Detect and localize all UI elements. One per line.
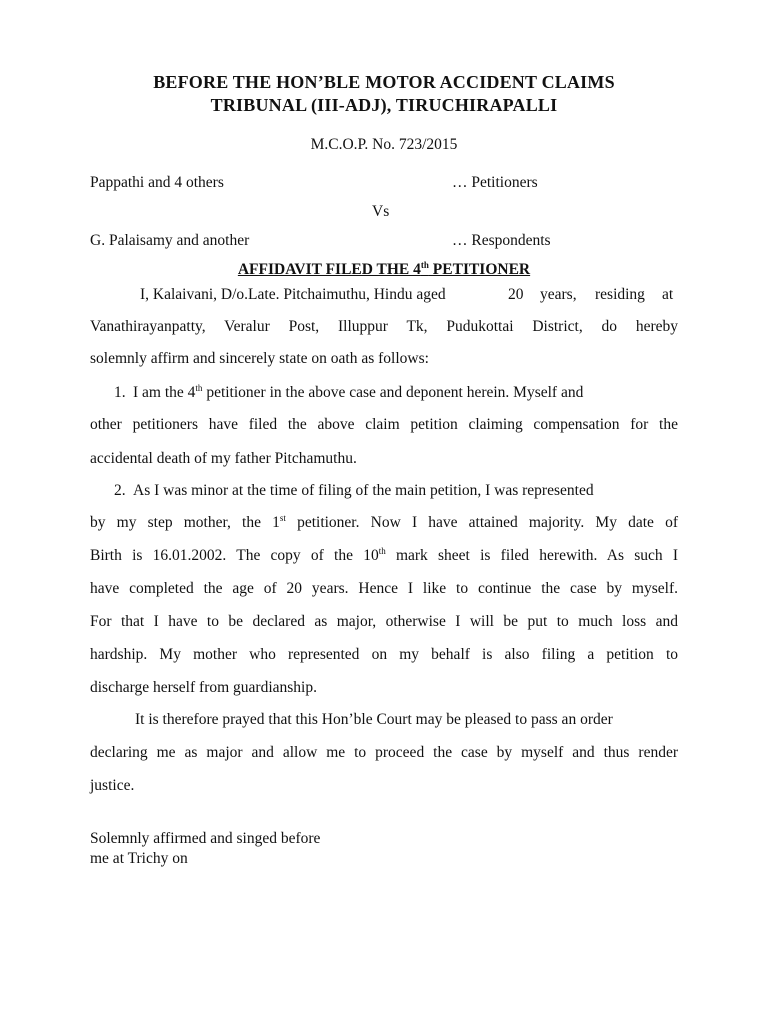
intro-line-1c: years, bbox=[540, 286, 577, 303]
para1-line-3: accidental death of my father Pitchamuthu. bbox=[90, 450, 357, 467]
respondent-name: G. Palaisamy and another bbox=[90, 232, 250, 249]
intro-line-1b: 20 bbox=[508, 286, 524, 303]
para2-number: 2. bbox=[114, 482, 126, 499]
para1-line-1b: petitioner in the above case and deponent herein. Myself and bbox=[202, 384, 584, 401]
prayer-line-3: justice. bbox=[90, 777, 135, 794]
intro-line-1e: at bbox=[662, 286, 674, 303]
prayer-line-1: It is therefore prayed that this Hon’ble Court may be pleased to pass an order bbox=[135, 711, 613, 728]
intro-line-1d: residing bbox=[595, 286, 645, 303]
para2-line-3a: Birth is 16.01.2002. The copy of the 10 bbox=[90, 547, 379, 564]
para2-line-5: For that I have to be declared as major, otherwise I will be put to much loss and bbox=[90, 613, 678, 630]
prayer-line-2: declaring me as major and allow me to proceed the case by myself and thus render bbox=[90, 744, 678, 761]
para2-line-1: As I was minor at the time of filing of the main petition, I was represented bbox=[133, 482, 594, 499]
para1-line-2: other petitioners have filed the above claim petition claiming compensation for the bbox=[90, 416, 678, 433]
para2-line-4: have completed the age of 20 years. Hence I like to continue the case by myself. bbox=[90, 580, 678, 597]
para1-number: 1. bbox=[114, 384, 126, 401]
intro-line-2: Vanathirayanpatty, Veralur Post, Illuppur Tk, Pudukottai District, do hereby bbox=[90, 318, 678, 335]
para2-line-3b: mark sheet is filed herewith. As such I bbox=[385, 547, 679, 564]
case-number: M.C.O.P. No. 723/2015 bbox=[310, 136, 458, 153]
para2-line-7: discharge herself from guardianship. bbox=[90, 679, 317, 696]
petitioner-name: Pappathi and 4 others bbox=[90, 174, 224, 191]
para1-line-1 bbox=[133, 384, 583, 402]
para2-line-2b: petitioner. Now I have attained majority. My date of bbox=[285, 514, 678, 531]
para2-sup-2: th bbox=[378, 545, 386, 556]
title-line-2: TRIBUNAL (III-ADJ), TIRUCHIRAPALLI bbox=[210, 95, 558, 115]
para1-sup: th bbox=[195, 382, 203, 393]
para2-line-2a: by my step mother, the 1 bbox=[90, 514, 280, 531]
versus: Vs bbox=[372, 203, 390, 220]
para2-line-3 bbox=[90, 547, 678, 565]
petitioner-role: … Petitioners bbox=[452, 174, 538, 191]
closing-line-2: me at Trichy on bbox=[90, 850, 188, 867]
title-line-1: BEFORE THE HON’BLE MOTOR ACCIDENT CLAIMS bbox=[153, 72, 615, 92]
respondent-role: … Respondents bbox=[452, 232, 551, 249]
heading-text: AFFIDAVIT FILED THE 4 bbox=[237, 261, 421, 278]
para1-line-1a: I am the 4 bbox=[133, 384, 196, 401]
closing-line-1: Solemnly affirmed and singed before bbox=[90, 830, 321, 847]
para2-line-2 bbox=[90, 514, 678, 532]
intro-line-3: solemnly affirm and sincerely state on oath as follows: bbox=[90, 350, 429, 367]
heading-sup: th bbox=[420, 259, 429, 270]
para2-line-6: hardship. My mother who represented on my behalf is also filing a petition to bbox=[90, 646, 678, 663]
intro-line-1a: I, Kalaivani, D/o.Late. Pitchaimuthu, Hindu aged bbox=[140, 286, 446, 303]
affidavit-heading bbox=[90, 261, 678, 279]
heading-text-end: PETITIONER bbox=[428, 261, 531, 278]
para2-sup-1: st bbox=[279, 512, 286, 523]
